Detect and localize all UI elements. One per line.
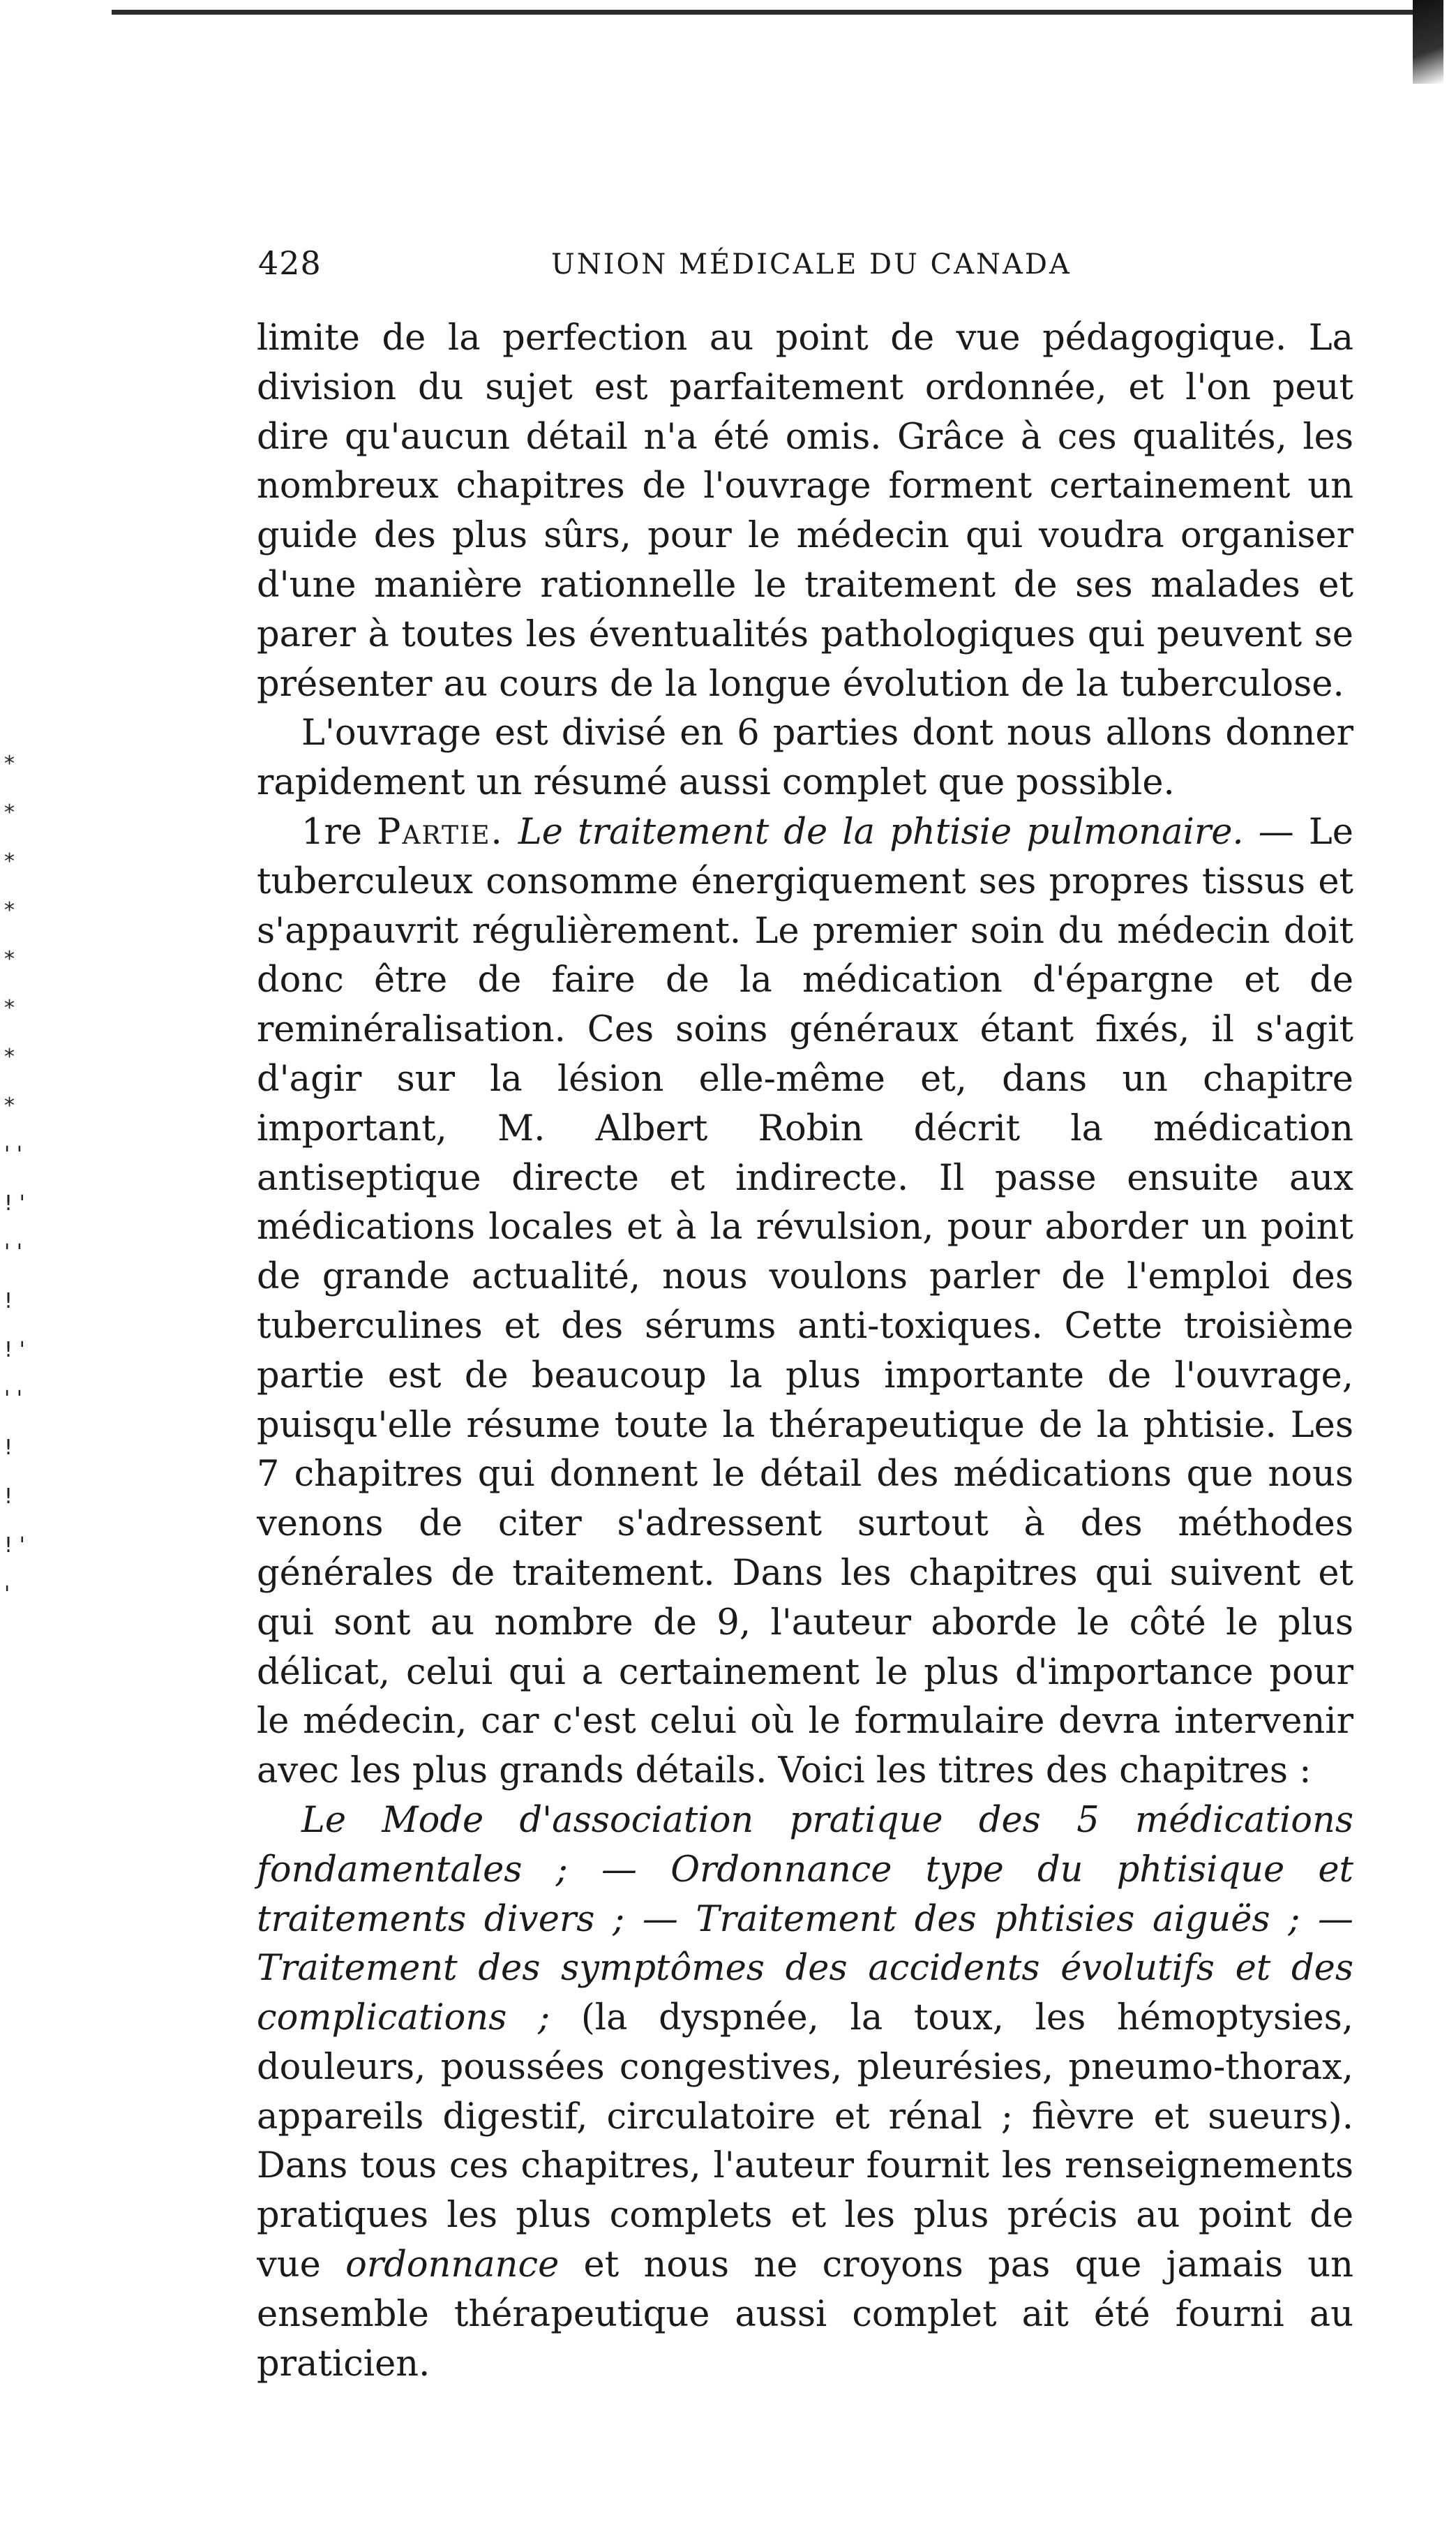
part-label-number: 1re <box>301 811 377 853</box>
body-text <box>257 314 1353 2389</box>
paragraph-3 <box>257 808 1353 1796</box>
paragraph-2: L'ouvrage est divisé en 6 parties dont nous allons donner rapidement un résumé aussi complet que possible. <box>257 713 1353 804</box>
paragraph-1: limite de la perfection au point de vue pédagogique. La division du sujet est parfaitement ordonnée, et l'on peut dire qu'aucun détail n'a été omis. Grâce à ces qualités, les nombreux chapitres de l'ouvrage forment certainement un guide des plus sûrs, pour le médecin qui voudra organiser d'une manière rationnelle le traitement de ses malades et parer à toutes les éventualités pathologiques qui peuvent se présenter au cours de la longue évolution de la tuberculose. <box>257 318 1353 705</box>
margin-annotation-marks: * * * * * * * * ' ' ! ' ' ' ! ! ' ' ' ! ! ! ' ' <box>4 752 25 1606</box>
chapter-titles: Le Mode d'association pratique des 5 médications fondamentales ; — Ordonnance type du phtisique et traitements divers ; — Traitement des phtisies aiguës ; — Traitement des symptômes des accidents évolutifs et des complications ; <box>257 1799 1353 2039</box>
scan-corner-mark <box>1413 0 1443 84</box>
part-label: Partie. <box>377 811 504 853</box>
running-title: UNION MÉDICALE DU CANADA <box>551 248 1072 281</box>
paragraph-4-text: (la dyspnée, la toux, les hémoptysies, douleurs, poussées congestives, pleurésies, pneumo-thorax, appareils digestif, circulatoire et rénal ; fièvre et sueurs). Dans tous ces chapitres, l'auteur fournit les renseignements pratiques les plus complets et les plus précis au point de vue <box>257 1997 1354 2286</box>
paragraph-4 <box>257 1796 1353 2389</box>
paragraph-3-text: — Le tuberculeux consomme énergiquement ses propres tissus et s'appauvrit régulièrement. Le premier soin du médecin doit donc être de faire de la médication d'épargne et de reminéralisation. Ces soins généraux étant fixés, il s'agit d'agir sur la lésion elle-même et, dans un chapitre important, M. Albert Robin décrit la médication antiseptique directe et indirecte. Il passe ensuite aux médications locales et à la révulsion, pour aborder un point de grande actualité, nous voulons parler de l'emploi des tuberculines et des sérums anti-toxiques. Cette troisième partie est de beaucoup la plus importante de l'ouvrage, puisqu'elle résume toute la thérapeutique de la phtisie. Les 7 chapitres qui donnent le détail des médications que nous venons de citer s'adressent surtout à des méthodes générales de traitement. Dans les chapitres qui suivent et qui sont au nombre de 9, l'auteur aborde le côté le plus délicat, celui qui a certainement le plus d'importance pour le médecin, car c'est celui où le formulaire devra intervenir avec les plus grands détails. Voici les titres des chapitres : <box>257 811 1353 1792</box>
page-number: 428 <box>258 244 322 282</box>
part-title: Le traitement de la phtisie pulmonaire. <box>518 811 1244 853</box>
page-header <box>258 244 1179 293</box>
scan-top-rule <box>112 10 1423 15</box>
paragraph-4-end: et nous ne croyons pas que jamais un ensemble thérapeutique aussi complet ait été fourni au praticien. <box>257 2244 1353 2385</box>
italic-word: ordonnance <box>345 2244 560 2286</box>
